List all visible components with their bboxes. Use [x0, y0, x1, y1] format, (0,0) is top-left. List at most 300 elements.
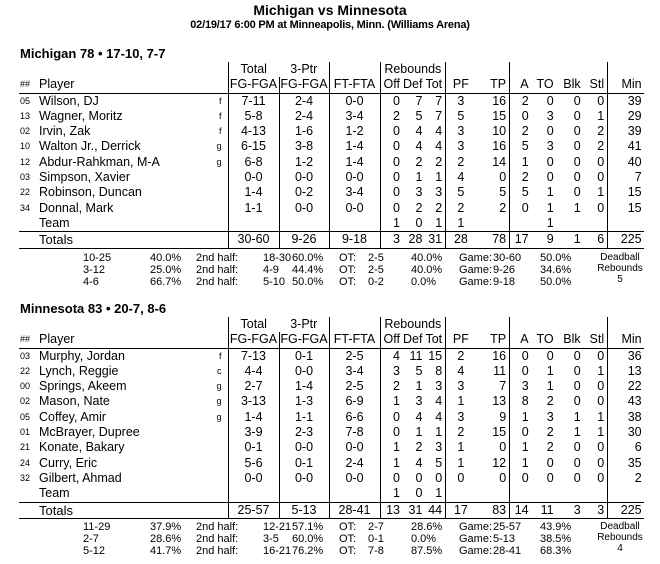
pct-2nd-half-pct: 44.4%: [292, 264, 324, 276]
pct-ot-label: OT:: [339, 264, 357, 276]
pct-2nd-half: 3-5: [263, 533, 279, 545]
total-tp: 83: [476, 502, 510, 518]
stat-to: 0: [546, 93, 554, 108]
total-a: 17: [510, 232, 532, 248]
stat-tot: 4: [435, 139, 443, 154]
team-row: [19, 216, 644, 232]
jersey-number: 02: [20, 126, 31, 137]
stat-ft: 0-0: [329, 471, 380, 486]
col-player: Player: [39, 332, 195, 348]
pct-game-label: Game:: [459, 276, 493, 288]
team-stat-fg3: [279, 486, 329, 502]
player-position: f: [218, 350, 222, 361]
stat-a: 0: [510, 364, 532, 379]
pct-ot-pct: 0.0%: [411, 276, 437, 288]
stat-def: 7: [415, 93, 423, 108]
team-stat-tot: 1: [435, 486, 443, 501]
total-tp: 78: [476, 232, 510, 248]
player-row: [19, 410, 644, 425]
total-stl: 6: [584, 232, 608, 248]
player-name: Robinson, Duncan: [39, 185, 142, 200]
player-position: [195, 456, 228, 471]
stat-ft: 6-9: [329, 394, 380, 409]
stat-min: 41: [627, 139, 642, 154]
stat-blk: 0: [573, 170, 581, 185]
player-row: [19, 155, 644, 170]
stat-tot: 4: [435, 124, 443, 139]
stat-tot: 4: [435, 409, 443, 424]
player-name: Wagner, Moritz: [39, 108, 123, 123]
player-name: Walton Jr., Derrick: [39, 139, 141, 154]
totals-label: Totals: [39, 502, 195, 518]
pct-game: 25-57: [493, 521, 522, 533]
player-name: Lynch, Reggie: [39, 363, 119, 378]
player-position: [195, 471, 228, 486]
jersey-number: 05: [20, 95, 31, 106]
stat-off: 0: [380, 410, 403, 425]
pct-row: [0, 545, 580, 557]
stat-off: 1: [380, 440, 403, 455]
total-fg3: 9-26: [279, 232, 329, 248]
stat-off: 2: [380, 109, 403, 124]
stat-pf: 3: [446, 410, 476, 425]
deadball-value: 4: [617, 543, 623, 554]
stat-to: 0: [546, 455, 554, 470]
stat-stl: 1: [584, 425, 608, 440]
stat-tp: 0: [499, 470, 507, 485]
stat-min: 30: [627, 425, 642, 440]
stat-a: 0: [510, 109, 532, 124]
col-a: A: [510, 332, 532, 348]
player-name: Murphy, Jordan: [39, 348, 125, 363]
stat-blk: 0: [573, 394, 581, 409]
report-subtitle: 02/19/17 6:00 PM at Minneapolis, Minn. (Williams Arena): [190, 19, 470, 31]
stat-fg: 5-8: [228, 109, 279, 124]
deadball-label-line1: Deadball: [600, 252, 640, 263]
stat-tot: 15: [428, 348, 443, 363]
pct-ot-label: OT:: [339, 521, 357, 533]
stat-blk: 0: [573, 348, 581, 363]
deadball-rebounds: [580, 521, 660, 554]
stat-min: 29: [627, 108, 642, 123]
player-position: [195, 201, 228, 216]
stat-ft: 0-0: [329, 201, 380, 216]
col-fg3: FG-FGA: [280, 77, 328, 92]
player-name: Gilbert, Ahmad: [39, 470, 122, 485]
pct-ot-pct: 40.0%: [411, 264, 443, 276]
team-stat-blk: [557, 486, 584, 502]
header-row-columns: [19, 77, 644, 93]
pct-2nd-half-label: 2nd half:: [196, 521, 239, 533]
player-row: [19, 394, 644, 409]
stat-tp: 0: [499, 170, 507, 185]
player-name: Abdur-Rahkman, M-A: [39, 154, 160, 169]
jersey-number: 03: [20, 350, 31, 361]
stat-a: 5: [510, 139, 532, 154]
stat-pf: 3: [446, 93, 476, 109]
stat-ft: 3-4: [329, 364, 380, 379]
stat-ft: 3-4: [329, 185, 380, 200]
deadball-label-line2: Rebounds: [597, 532, 643, 543]
stat-to: 0: [546, 124, 554, 139]
col-stl: Stl: [584, 332, 608, 348]
total-ft: 9-18: [329, 232, 380, 248]
pct-2nd-half-label: 2nd half:: [196, 545, 239, 557]
header-spacer: [39, 62, 195, 77]
total-stl: 3: [584, 502, 608, 518]
header-row-columns: [19, 332, 644, 348]
header-spacer: [329, 317, 380, 332]
stat-off: 0: [380, 185, 403, 200]
deadball-label-line1: Deadball: [600, 521, 640, 532]
pct-game-pct: 34.6%: [540, 264, 572, 276]
header-spacer: [476, 62, 510, 77]
stat-fg3: 1-4: [279, 379, 329, 394]
stat-to: 2: [546, 425, 554, 440]
totals-row: [19, 502, 644, 518]
pct-game-pct: 68.3%: [540, 545, 572, 557]
stat-fg3: 0-0: [279, 471, 329, 486]
stat-ft: 1-4: [329, 139, 380, 154]
jersey-number: [19, 486, 39, 502]
pct-game-label: Game:: [459, 521, 493, 533]
stat-def: 11: [409, 348, 423, 363]
player-name: Irvin, Zak: [39, 124, 91, 139]
stat-def: 2: [415, 200, 423, 215]
stat-fg3: 1-1: [279, 410, 329, 425]
player-row: [19, 139, 644, 154]
stat-ft: 2-4: [329, 456, 380, 471]
pct-row: [0, 276, 580, 288]
header-spacer: [584, 62, 608, 77]
stat-blk: 1: [573, 200, 581, 215]
pct-1st-half-pct: 25.0%: [150, 264, 182, 276]
player-name: McBrayer, Dupree: [39, 425, 140, 440]
stat-fg3: 0-0: [279, 170, 329, 185]
player-name: Simpson, Xavier: [39, 170, 131, 185]
stat-blk: 0: [573, 440, 581, 455]
stat-to: 3: [546, 409, 554, 424]
pct-ot: 2-5: [368, 252, 384, 264]
pct-ot: 0-2: [368, 276, 384, 288]
player-row: [19, 109, 644, 124]
pct-game-label: Game:: [459, 252, 493, 264]
pct-game-label: Game:: [459, 533, 493, 545]
col-a: A: [510, 77, 532, 93]
stat-blk: 0: [573, 108, 581, 123]
team-stat-stl: [584, 486, 608, 502]
col-min: Min: [608, 332, 644, 348]
stat-min: 15: [627, 185, 642, 200]
pct-1st-half: 5-12: [83, 545, 106, 557]
pct-ot: 2-7: [368, 521, 384, 533]
stat-a: 3: [510, 379, 532, 394]
col-num: ##: [19, 332, 39, 348]
player-position: [195, 185, 228, 200]
col-to: TO: [532, 77, 557, 93]
stat-ft: 2-5: [329, 379, 380, 394]
header-three-ptr: 3-Ptr: [290, 317, 318, 331]
stat-fg3: 0-1: [279, 348, 329, 364]
stat-tp: 13: [492, 394, 507, 409]
stat-ft: 2-5: [329, 348, 380, 364]
stat-stl: 2: [584, 124, 608, 139]
player-position: [195, 425, 228, 440]
team-label: Team: [39, 215, 70, 230]
header-rebounds: Rebounds: [380, 62, 446, 77]
jersey-number: 03: [20, 172, 31, 183]
total-min: 225: [608, 502, 644, 518]
stat-stl: 1: [584, 185, 608, 200]
pct-ot-label: OT:: [339, 252, 357, 264]
stat-tp: 9: [499, 409, 507, 424]
stat-to: 1: [546, 200, 554, 215]
pct-1st-half-pct: 41.7%: [150, 545, 182, 557]
stat-to: 3: [546, 108, 554, 123]
header-spacer: [195, 317, 228, 332]
jersey-number: 02: [20, 396, 31, 407]
player-position: [195, 216, 228, 232]
stat-def: 4: [415, 409, 423, 424]
col-fg3: FG-FGA: [280, 332, 328, 347]
header-spacer: [608, 317, 644, 332]
total-fg: 30-60: [228, 232, 279, 248]
player-position: f: [218, 110, 222, 121]
total-fg: 25-57: [228, 502, 279, 518]
stat-to: 0: [546, 154, 554, 169]
pct-2nd-half: 4-9: [263, 264, 279, 276]
header-three-ptr: 3-Ptr: [290, 62, 318, 76]
stat-fg3: 2-4: [279, 109, 329, 124]
stat-def: 3: [415, 394, 423, 409]
stat-off: 0: [380, 471, 403, 486]
team-stat-pf: [446, 486, 476, 502]
stat-stl: 0: [584, 348, 608, 364]
stat-off: 1: [380, 456, 403, 471]
stat-tp: 5: [499, 185, 507, 200]
stat-a: 8: [510, 394, 532, 409]
team-stat-def: 0: [415, 215, 423, 230]
stat-tp: 16: [492, 348, 507, 363]
stat-fg3: 3-8: [279, 139, 329, 154]
jersey-number: 00: [20, 381, 31, 392]
col-ft: FT-FTA: [329, 77, 380, 93]
stat-tot: 3: [435, 440, 443, 455]
pct-1st-half: 4-6: [83, 276, 99, 288]
stat-to: 0: [546, 348, 554, 363]
pct-1st-half-pct: 40.0%: [150, 252, 182, 264]
stat-def: 4: [415, 139, 423, 154]
stat-pf: 2: [446, 201, 476, 216]
stat-min: 39: [627, 124, 642, 139]
report-title: Michigan vs Minnesota: [253, 2, 407, 18]
pct-ot-pct: 0.0%: [411, 533, 437, 545]
player-position: f: [218, 95, 222, 106]
stat-pf: 4: [446, 364, 476, 379]
stat-a: 1: [510, 155, 532, 170]
stat-blk: 1: [573, 409, 581, 424]
header-rebounds: Rebounds: [380, 317, 446, 332]
pct-2nd-half-pct: 76.2%: [292, 545, 324, 557]
stat-fg: 2-7: [228, 379, 279, 394]
stat-fg: 1-1: [228, 201, 279, 216]
header-spacer: [329, 62, 380, 77]
header-spacer: [532, 62, 557, 77]
player-position: [195, 502, 228, 518]
jersey-number: 24: [20, 457, 31, 468]
stat-pf: 2: [446, 425, 476, 440]
pct-game: 28-41: [493, 545, 522, 557]
stat-pf: 2: [446, 348, 476, 364]
stat-off: 0: [380, 139, 403, 154]
stat-a: 1: [510, 456, 532, 471]
header-spacer: [476, 317, 510, 332]
stat-min: 36: [627, 348, 642, 363]
header-row-groups: [19, 62, 644, 77]
col-stl: Stl: [584, 77, 608, 93]
col-pf: PF: [446, 332, 476, 348]
stat-a: 1: [510, 410, 532, 425]
stat-fg3: 2-4: [279, 93, 329, 109]
stat-pf: 4: [446, 170, 476, 185]
stat-min: 43: [627, 394, 642, 409]
stat-fg3: 2-3: [279, 425, 329, 440]
pct-1st-half: 2-7: [83, 533, 99, 545]
player-position: g: [216, 141, 222, 152]
player-name: Mason, Nate: [39, 394, 110, 409]
player-row: [19, 425, 644, 440]
header-spacer: [557, 62, 584, 77]
stat-def: 2: [415, 440, 423, 455]
stat-blk: 0: [573, 363, 581, 378]
stat-blk: 0: [573, 124, 581, 139]
player-name: Donnal, Mark: [39, 200, 114, 215]
stat-to: 2: [546, 440, 554, 455]
col-player: Player: [39, 77, 195, 93]
stat-tot: 7: [435, 108, 443, 123]
stat-pf: 3: [446, 124, 476, 139]
total-def: 28: [403, 232, 425, 248]
col-num: ##: [19, 77, 39, 93]
pct-1st-half: 11-29: [83, 521, 111, 533]
stat-blk: 0: [573, 455, 581, 470]
player-name: Konate, Bakary: [39, 440, 125, 455]
stat-fg: 1-4: [228, 410, 279, 425]
stat-def: 1: [415, 170, 423, 185]
col-off: Off: [380, 77, 403, 93]
stat-fg: 6-15: [228, 139, 279, 154]
stat-min: 7: [634, 170, 642, 185]
team-row: [19, 486, 644, 502]
col-blk: Blk: [557, 332, 584, 348]
pct-row: [0, 264, 580, 276]
stat-a: 1: [510, 440, 532, 455]
pct-2nd-half-pct: 60.0%: [292, 252, 324, 264]
player-position: [195, 232, 228, 248]
stat-to: 2: [546, 394, 554, 409]
jersey-number: 12: [20, 156, 31, 167]
pct-game-pct: 50.0%: [540, 252, 572, 264]
col-def: Def: [403, 332, 425, 348]
jersey-number: 22: [20, 187, 31, 198]
team-stat-to: [532, 486, 557, 502]
col-pf: PF: [446, 77, 476, 93]
pct-row: [0, 252, 580, 264]
pct-row: [0, 521, 580, 533]
header-spacer: [446, 317, 476, 332]
stat-to: 1: [546, 379, 554, 394]
deadball-label-line2: Rebounds: [597, 263, 643, 274]
pct-1st-half: 10-25: [83, 252, 112, 264]
jersey-number: [19, 216, 39, 232]
stat-fg: 1-4: [228, 185, 279, 200]
stat-fg: 6-8: [228, 155, 279, 170]
player-position: [195, 170, 228, 185]
stat-def: 3: [415, 185, 423, 200]
stat-off: 0: [380, 201, 403, 216]
team-stat-off: 1: [380, 216, 403, 232]
stat-pf: 3: [446, 379, 476, 394]
player-name: Coffey, Amir: [39, 409, 106, 424]
stat-ft: 6-6: [329, 410, 380, 425]
stat-blk: 0: [573, 93, 581, 108]
header-spacer: [195, 62, 228, 77]
stat-fg3: 0-0: [279, 440, 329, 455]
pct-ot: 0-1: [368, 533, 384, 545]
stat-to: 3: [546, 139, 554, 154]
header-spacer: [39, 317, 195, 332]
player-position: g: [216, 396, 222, 407]
pct-2nd-half-pct: 57.1%: [292, 521, 324, 533]
header-spacer: [19, 317, 39, 332]
stat-def: 5: [415, 363, 423, 378]
stat-pf: 1: [446, 394, 476, 409]
header-spacer: [510, 62, 532, 77]
pct-ot-label: OT:: [339, 545, 357, 557]
stat-tp: 16: [492, 139, 507, 154]
header-spacer: [510, 317, 532, 332]
total-off: 13: [380, 502, 403, 518]
player-row: [19, 440, 644, 455]
stat-fg: 4-4: [228, 364, 279, 379]
stat-ft: 1-2: [329, 124, 380, 139]
stat-def: 1: [415, 425, 423, 440]
stat-off: 3: [380, 364, 403, 379]
stat-tot: 4: [435, 394, 443, 409]
team-label: Team: [39, 486, 70, 501]
player-position: g: [216, 156, 222, 167]
pct-2nd-half: 16-21: [263, 545, 292, 557]
col-blk: Blk: [557, 77, 584, 93]
stat-pf: 1: [446, 440, 476, 455]
pct-ot-label: OT:: [339, 276, 357, 288]
player-row: [19, 93, 644, 109]
header-row-groups: [19, 317, 644, 332]
stat-tot: 3: [435, 185, 443, 200]
stat-fg: 0-0: [228, 170, 279, 185]
stat-to: 0: [546, 470, 554, 485]
stat-off: 0: [380, 124, 403, 139]
total-tot: 31: [425, 232, 445, 248]
pct-2nd-half: 5-10: [263, 276, 286, 288]
team-title: Michigan 78 • 17-10, 7-7: [20, 46, 166, 61]
player-row: [19, 471, 644, 486]
stat-stl: 0: [584, 170, 608, 185]
pct-game: 30-60: [493, 252, 522, 264]
col-off: Off: [380, 332, 403, 348]
stat-pf: 0: [446, 471, 476, 486]
pct-game-label: Game:: [459, 545, 493, 557]
